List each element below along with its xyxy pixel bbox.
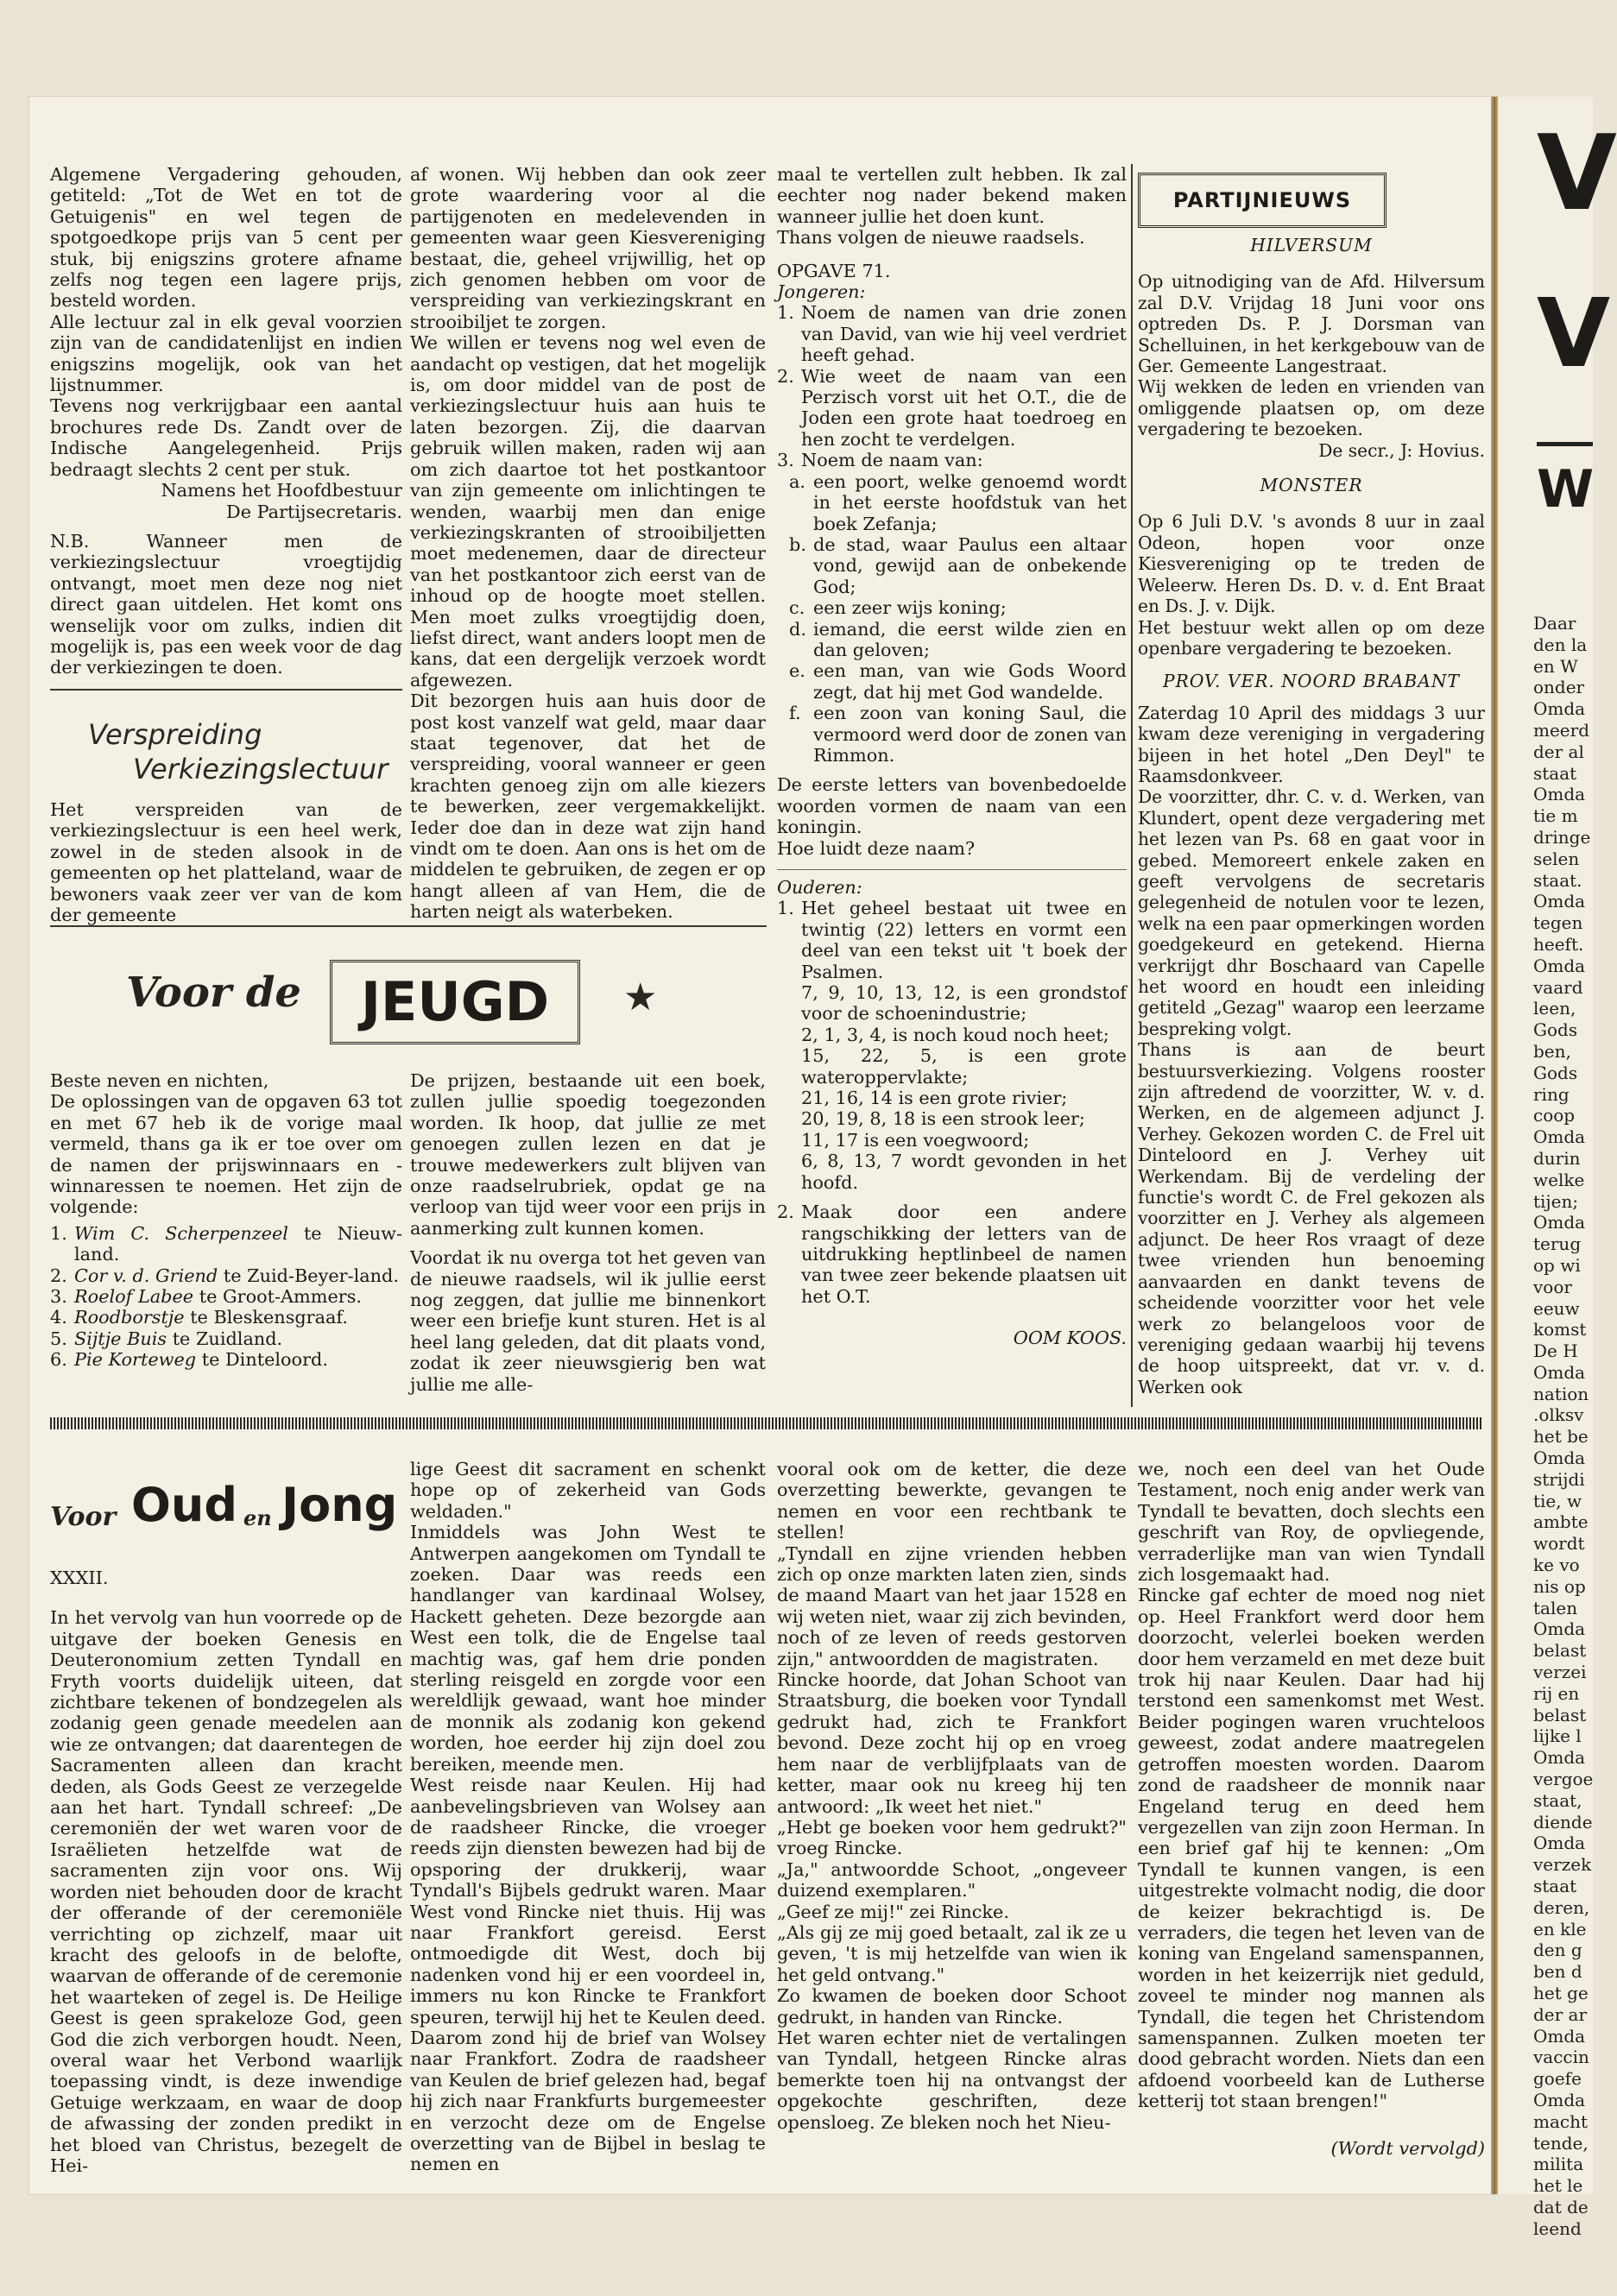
jeugd-column-1 (50, 1070, 402, 1371)
item-text (74, 1328, 402, 1349)
subquestion-item (789, 619, 1127, 661)
oudjong-title-oud: Oud (131, 1478, 238, 1532)
winners-list (50, 1223, 402, 1371)
item-number: 1. (777, 898, 794, 919)
paragraph: „Als gij ze mij goed betaalt, zal ik ze u geven, 't is mij hetzelfde van wien ik het geld ontvang." (777, 1921, 1127, 1985)
puzzle-line: 21, 16, 14 is een grote rivier; (801, 1088, 1068, 1109)
jeugd-title-script: Voor de (126, 968, 301, 1017)
item-number: 3. (777, 450, 794, 471)
paragraph: „Geef ze mij!" zei Rincke. (777, 1901, 1009, 1922)
winner-item (50, 1328, 402, 1349)
puzzle-line: 15, 22, 5, is een grote wateroppervlakte; (801, 1045, 1127, 1088)
winner-place: te Zuid-Beyer-land. (223, 1265, 399, 1286)
paragraph: af wonen. Wij hebben dan ook zeer grote waardering voor al die partijgenoten en medelevenden in gemeenten waar geen Kiesvereniging bestaat, die, geheel vrijwillig, het op zich genomen hebben om voor de verspreiding van verkiezingskrant en strooibiljet te zorgen. (410, 164, 766, 332)
hilversum-heading: HILVERSUM (1250, 235, 1373, 255)
item-text: Wie weet de naam van een Perzisch vorst uit het O.T., die de Joden een grote haat toedroeg en hen zocht te verdelgen. (801, 365, 1127, 450)
winner-name: Roodborstje (74, 1307, 185, 1328)
divider (777, 869, 1127, 870)
paragraph: De prijzen, bestaande uit een boek, zullen jullie spoedig toegezonden worden. Ik hoop, dat jullie ze met genoegen zullen lezen en dat je trouwe medewerkers zult blijven van onze raadselrubriek, opdat ge na verloop van tijd weer voor een prijs in aanmerking zult kunnen komen. (410, 1070, 766, 1239)
item-text: Noem de namen van drie zonen van David, van wie hij veel verdriet heeft gehad. (801, 302, 1127, 366)
to-be-continued: (Wordt vervolgd) (1330, 2137, 1485, 2159)
brabant-heading: PROV. VER. NOORD BRABANT (1163, 671, 1460, 692)
oudjong-script-2: en (243, 1505, 272, 1530)
column-rule (1131, 164, 1133, 1407)
opgave-heading: OPGAVE 71. (777, 260, 891, 281)
partijnieuws-column (1138, 235, 1485, 1397)
paragraph: Alle lectuur zal in elk geval voorzien zijn van de candidatenlijst en indien enigszins mogelijk, ook van het lijstnummer. (50, 311, 402, 396)
item-number: e. (789, 660, 805, 682)
next-page-letter: W (1537, 459, 1595, 520)
item-number: c. (789, 597, 805, 619)
next-page-strip (1499, 97, 1617, 2239)
item-text: de stad, waar Paulus een altaar vond, gewijd aan de onbekende God; (813, 533, 1127, 597)
signoff: OOM KOOS. (1013, 1328, 1127, 1349)
winner-name: Wim C. Scherpenzeel (74, 1222, 288, 1244)
item-text: een man, van wie Gods Woord zegt, dat hij met God wandelde. (813, 660, 1127, 703)
item-text: een poort, welke genoemd wordt in het eerste hoofdstuk van het boek Zefanja; (813, 470, 1127, 534)
ouderen-question-2 (777, 1202, 1127, 1307)
paragraph: Wij wekken de leden en vrienden van omliggende plaatsen op, om deze vergadering te bezoeken. (1138, 376, 1485, 440)
paragraph: West reisde naar Keulen. Hij had aanbevelingsbrieven van Wolsey aan de raadsheer Rincke, die vroeger reeds zijn diensten bewezen had bij de opsporing der drukkerij, waar Tyndall's Bijbels gedrukt waren. Maar West vond Rincke niet thuis. Hij was naar Frankfort gereisd. Eerst ontmoedigde dit West, doch bij nadenken vond hij er een voordeel in, immers nu kon Rincke te Frankfort speuren, terwijl hij het te Keulen deed. Daarom zond hij de brief van Wolsey naar Frankfort. Zodra de raadsheer van Keulen de brief gelezen had, begaf hij zich naar Frankfurts burgemeester en verzocht deze om de Engelse overzetting van de Bijbel in beslag te nemen en (410, 1775, 766, 2175)
paragraph: De voorzitter, dhr. C. v. d. Werken, van Klundert, opent deze vergadering met het lezen van Ps. 68 en gaat voor in gebed. Memoreert enkele zaken en geeft vervolgens de secretaris gelegenheid de notulen voor te lezen, welk na een paar opmerkingen worden goedgekeurd en getekend. Hierna verkrijgt dhr Boschaard van Capelle het woord en houdt een inleiding getiteld „Gezag" waarop een leerzame bespreking volgt. (1138, 786, 1485, 1039)
item-text: een zeer wijs koning; (813, 597, 1007, 619)
page-fold (1491, 97, 1498, 2194)
item-text (74, 1223, 402, 1265)
jeugd-column-2 (410, 1070, 766, 1395)
paragraph: Algemene Vergadering gehouden, getiteld: „Tot de Wet en tot de Getuigenis" en wel tegen de spotgoedkope prijs van 5 cent per stuk, bij enigszins grotere afname zelfs nog tegen een lagere prijs, besteld worden. (50, 164, 402, 312)
winner-item (50, 1349, 402, 1370)
item-number: 1. (50, 1222, 67, 1244)
winner-place: te Groot-Ammers. (199, 1286, 362, 1308)
oudjong-column-1 (50, 1567, 402, 2176)
divider (50, 689, 402, 691)
winner-name: Cor v. d. Griend (74, 1265, 218, 1286)
paragraph: We willen er tevens nog wel even de aandacht op vestigen, dat het mogelijk is, om door middel van de post de verkiezingslectuur huis aan huis te laten bezorgen. Zij, die daarvan gebruik willen maken, raden wij aan om zich daartoe tot het postkantoor van zijn gemeente om inlichtingen te wenden, waarbij men dan enige verkiezingskranten of strooibiljetten moet medenemen, daar de directeur van het postkantoor zich eerst van de inhoud op de hoogte moet stellen. Men moet zulks vroegtijdig doen, liefst direct, want anders loopt men de kans, dat een dergelijk verzoek wordt afgewezen. (410, 332, 766, 691)
winner-name: Sijtje Buis (74, 1328, 167, 1349)
paragraph: „Hebt ge boeken voor hem gedrukt?" vroeg Rincke. (777, 1816, 1127, 1859)
item-number: f. (789, 703, 801, 724)
puzzle-line: 7, 9, 10, 13, 12, is een grondstof voor de schoenindustrie; (801, 982, 1127, 1025)
signature-line: Namens het Hoofdbestuur (161, 480, 402, 501)
item-number: b. (789, 533, 806, 555)
column-1-top (50, 164, 402, 678)
item-text (74, 1307, 402, 1328)
chapter-number: XXXII. (50, 1567, 109, 1588)
star-icon: ★ (623, 975, 658, 1019)
item-number: 3. (50, 1286, 67, 1308)
ouderen-question-1 (777, 898, 1127, 1193)
oudjong-column-3 (777, 1459, 1127, 2133)
winner-item (50, 1286, 402, 1307)
verspreiding-text (50, 799, 402, 925)
item-text: een zoon van koning Saul, die vermoord werd door de zonen van Rimmon. (813, 703, 1127, 766)
verspreiding-title: Verspreiding (88, 718, 262, 751)
column-2-top (410, 164, 766, 923)
puzzle-line: 20, 19, 8, 18 is een strook leer; (801, 1108, 1085, 1130)
subquestion-item (789, 597, 1127, 618)
signature-line: De secr., J: Hovius. (1318, 439, 1485, 461)
paragraph: Het verspreiden van de verkiezingslectuur is een heel werk, zowel in de steden alsook in de gemeenten op het platteland, waar de bewoners vaak zeer ver van de kom der gemeente (50, 799, 402, 926)
paragraph: „Ja," antwoordde Schoot, „ongeveer duizend exemplaren." (777, 1858, 1127, 1902)
winner-item (50, 1307, 402, 1328)
paragraph: Op 6 Juli D.V. 's avonds 8 uur in zaal Odeon, hopen voor onze Kiesvereniging op te treden de Weleerw. Heren Ds. D. v. d. Ent Braat en Ds. J. v. Dijk. (1138, 511, 1485, 617)
item-number: 5. (50, 1328, 67, 1349)
item-number: d. (789, 618, 806, 640)
puzzle-line: 11, 17 is een voegwoord; (801, 1129, 1030, 1151)
winner-place: te Nieuw-land. (74, 1222, 402, 1265)
item-number: 6. (50, 1349, 67, 1371)
item-text (801, 898, 1127, 1193)
paragraph: we, noch een deel van het Oude Testament, noch enig ander werk van Tyndall te bevatten, doch slechts een geschrift van Roy, de opvliegende, verraderlijke man van wien Tyndall zich losgemaakt had. (1138, 1459, 1485, 1586)
subquestion-item (789, 660, 1127, 703)
paragraph: Het bestuur wekt allen op om deze openbare vergadering te bezoeken. (1138, 616, 1485, 659)
next-page-rule (1537, 442, 1593, 446)
winner-place: te Dinteloord. (201, 1349, 328, 1371)
verspreiding-title-2: Verkiezingslectuur (133, 753, 388, 785)
item-text (74, 1286, 402, 1307)
partijnieuws-title: PARTIJNIEUWS (1138, 173, 1386, 228)
winner-item (50, 1265, 402, 1286)
oudjong-column-4 (1138, 1459, 1485, 2159)
item-number: 1. (777, 302, 794, 324)
oudjong-title-jong: Jong (281, 1478, 398, 1532)
ouderen-heading: Ouderen: (777, 877, 862, 898)
jeugd-title-box: JEUGD (330, 960, 580, 1044)
paragraph: Dit bezorgen huis aan huis door de post kost vanzelf wat geld, maar daar staat tegenover, dat het de verspreiding, vooral wanneer er geen krachten genoeg zijn om alle kiezers te bewerken, zeer vergemakkelijkt. Ieder doe dan in deze wat zijn hand vindt om te doen. Aan ons is het om de middelen te gebruiken, de zegen er op hangt alleen af van Hem, die de harten neigt als waterbeken. (410, 691, 766, 923)
jeugd-column-3 (777, 164, 1127, 1349)
item-number: a. (789, 470, 806, 492)
question-item (777, 450, 1127, 470)
paragraph: „Tyndall en zijne vrienden hebben zich op onze markten laten zien, sinds de maand Maart van het jaar 1528 en wij weten niet, waar zij zich bevinden, noch of ze leven of reeds gestorven zijn," antwoordden de magistraten. (777, 1542, 1127, 1669)
section-divider-stripe (50, 1417, 1483, 1429)
item-text: Noem de naam van: (801, 450, 983, 471)
winner-place: te Zuidland. (172, 1328, 283, 1349)
next-page-letter: V (1537, 278, 1611, 388)
signature-line: De Partijsecretaris. (226, 501, 402, 522)
oudjong-script-1: Voor (50, 1502, 117, 1532)
paragraph: Tevens nog verkrijgbaar een aantal brochures rede Ds. Zandt over de Indische Aangelegenheid. Prijs bedraagt slechts 2 cent per stuk. (50, 395, 402, 480)
next-page-text: Daar den la en W onder Omda meerd der al staat Omda tie m dringe selen staat. Omda tegen heeft. Omda vaard leen, Gods ben, Gods ring coop Omda durin welke tijen; Omda terug op wi voor eeuw komst De H Omda nation .olksv het be Omda strijdi tie, w ambte wordt ke vo nis op talen Omda belast verzei rij en belast lijke l Omda vergoe staat, diende Omda verzek staat deren, en kle den g ben d het ge der ar Omda vaccin goefe Omda macht tende, milita het le dat de leend (1533, 613, 1594, 2239)
monster-heading: MONSTER (1260, 475, 1363, 496)
winner-name: Roelof Labee (74, 1286, 194, 1308)
oudjong-column-2 (410, 1459, 766, 2175)
item-text: Maak door een andere rangschikking der letters van de uitdrukking heptlinbeel de namen van twee zeer bekende plaatsen uit het O.T. (801, 1202, 1127, 1307)
jongeren-heading: Jongeren: (777, 281, 866, 303)
item-text (74, 1265, 402, 1286)
divider (50, 925, 767, 927)
item-text: iemand, die eerst wilde zien en dan geloven; (813, 618, 1127, 660)
oq1-intro: Het geheel bestaat uit twee en twintig (22) letters en vormt een deel van een tekst uit 't boek der Psalmen. (801, 898, 1127, 982)
nb-note: N.B. Wanneer men de verkiezingslectuur vroegtijdig ontvangt, moet men deze nog niet direct gaan uitdelen. Het komt ons wenselijk voor om zulks, indien dit mogelijk is, pas een week voor de dag der verkiezingen te doen. (50, 530, 402, 678)
paragraph: Thans is aan de beurt bestuursverkiezing. Volgens rooster zijn aftredend de voorzitter, W. v. d. Werken, en de algemeen adjunct J. Verhey. Gekozen worden C. de Frel uit Dinteloord en J. Verhey uit Werkendam. Bij de verdeling der functie's wordt C. de Frel gekozen als voorzitter en J. Verhey als algemeen adjunct. De heer Ros vraagt of deze twee vrienden hun benoeming aanvaarden en dankt tevens de scheidende voorzitter voor het vele werk zo belangeloos voor de vereniging gedaan waarbij hij tevens de hoop uitspreekt, dat vr. v. d. Werken ook (1138, 1039, 1485, 1397)
paragraph: Voordat ik nu overga tot het geven van de nieuwe raadsels, wil ik jullie eerst nog zeggen, dat jullie me binnenkort weer een briefje kunt sturen. Het is al heel lang geleden, dat dit plaats vond, zodat ik zeer nieuwsgierig ben wat jullie me alle- (410, 1247, 766, 1395)
paragraph: Hoe luidt deze naam? (777, 837, 976, 859)
jongeren-questions (777, 302, 1127, 470)
oq1-lines (801, 982, 1127, 1193)
paragraph: Het waren echter niet de vertalingen van Tyndall, hetgeen Rincke alras bemerkte toen hij na ontvangst der opgekochte geschriften, deze opensloeg. Ze bleken noch het Nieu- (777, 2027, 1127, 2133)
subquestion-item (789, 471, 1127, 534)
greeting: Beste neven en nichten, (50, 1070, 269, 1091)
paragraph: Inmiddels was John West te Antwerpen aangekomen om Tyndall te zoeken. Daar was reeds een handlanger van kardinaal Wolsey, Hackett geheten. Deze bezorgde aan West een tolk, die de Engelse taal machtig was, gaf hem drie ponden sterling reisgeld en zorgde voor een wereldlijk gewaad, want hoe minder de monnik als zodanig kon gekend worden, hoe eerder hij zijn doel zou bereiken, meende men. (410, 1522, 766, 1775)
subquestion-item (789, 703, 1127, 766)
puzzle-line: 6, 8, 13, 7 wordt gevonden in het hoofd. (801, 1151, 1127, 1193)
winner-place: te Bleskensgraaf. (190, 1307, 348, 1328)
paragraph: Op uitnodiging van de Afd. Hilversum zal D.V. Vrijdag 18 Juni voor ons optreden Ds. P. J. Dorsman van Schelluinen, in het kerkgebouw van de Ger. Gemeente Langestraat. (1138, 271, 1485, 377)
paragraph: De oplossingen van de opgaven 63 tot en met 67 heb ik de vorige maal vermeld, thans ga ik er toe over om de namen der prijswinnaars en -winnaressen te noemen. Het zijn de volgende: (50, 1091, 402, 1218)
paragraph: vooral ook om de ketter, die deze overzetting bewerkte, gevangen te nemen en voor een rechtbank te stellen! (777, 1459, 1127, 1543)
winner-name: Pie Korteweg (74, 1349, 197, 1371)
winner-item (50, 1223, 402, 1265)
next-page-letter: V (1537, 114, 1617, 234)
paragraph: Rincke gaf echter de moed nog niet op. Heel Frankfort werd door hem doorzocht, velerlei boeken werden door hem verzameld en met deze buit trok hij naar Keulen. Daar had hij terstond een samenkomst met West. Beider pogingen waren vruchteloos geweest, zodat andere maatregelen getroffen moesten worden. Daarom zond de raadsheer de monnik naar Engeland terug en deed hem vergezellen van zijn zoon Herman. In een brief gaf hij te kennen: „Om Tyndall te kunnen vangen, is een uitgestrekte volmacht nodig, die door de keizer bekrachtigd is. De verraders, die tegen het leven van de koning van Engeland samenspannen, worden in het keizerrijk niet geduld, zoveel te minder nog mannen als Tyndall, die tegen het Christendom samenspannen. Zulken moeten ter dood gebracht worden. Niets dan een afdoend voorbeeld kan de Lutherse ketterij tot staan brengen!" (1138, 1585, 1485, 2112)
question-item (777, 302, 1127, 365)
subquestion-item (789, 534, 1127, 597)
paragraph: Thans volgen de nieuwe raadsels. (777, 227, 1085, 249)
item-number: 4. (50, 1307, 67, 1328)
item-text (74, 1349, 402, 1370)
item-number: 2. (50, 1265, 67, 1286)
item-number: 2. (777, 1202, 794, 1223)
question-item (777, 366, 1127, 451)
puzzle-line: 2, 1, 3, 4, is noch koud noch heet; (801, 1024, 1109, 1045)
paragraph: maal te vertellen zult hebben. Ik zal eechter nog nader bekend maken wanneer jullie het doen kunt. (777, 164, 1127, 227)
item-number: 2. (777, 365, 794, 387)
paragraph: Zaterdag 10 April des middags 3 uur kwam deze vereniging in vergadering bijeen in het hotel „Den Deyl" te Raamsdonkveer. (1138, 702, 1485, 786)
paragraph: Zo kwamen de boeken door Schoot gedrukt, in handen van Rincke. (777, 1985, 1127, 2028)
paragraph: lige Geest dit sacrament en schenkt hope op of zekerheid van Gods weldaden." (410, 1459, 766, 1522)
paragraph: Rincke hoorde, dat Johan Schoot van Straatsburg, die boeken voor Tyndall gedrukt had, zich te Frankfort bevond. Deze zocht hij op en vroeg hem naar de verblijfplaats van de ketter, maar ook nu kreeg hij ten antwoord: „Ik weet het niet." (777, 1669, 1127, 1817)
paragraph: De eerste letters van bovenbedoelde woorden vormen de naam van een koningin. (777, 774, 1127, 838)
paragraph: In het vervolg van hun voorrede op de uitgave der boeken Genesis en Deuteronomium zetten Tyndall en Fryth voorts duidelijk uiteen, dat zichtbare tekenen of bondzegelen als zodanig geen genade meedelen aan wie ze ontvangen; dat daarentegen de Sacramenten alleen dan kracht deden, als Gods Geest ze verzegelde aan het hart. Tyndall schreef: „De ceremoniën der wet waren voor de Israëlieten hetzelfde wat de sacramenten zijn voor ons. Wij worden niet behouden door de kracht der offerande of der ceremoniële verrichting op zichzelf, maar uit kracht des geloofs in de belofte, waarvan de offerande of de ceremonie het waarteken of zegel is. De Heilige Geest is geen sprakeloze God, geen God die zich verborgen houdt. Neen, overal waar het Verbond waarlijk toepassing vindt, is deze inwendige Getuige werkzaam, en waar de doop de afwassing der zonden predikt in het bloed van Christus, bezegelt de Hei- (50, 1607, 402, 2176)
jongeren-subquestions (777, 471, 1127, 766)
